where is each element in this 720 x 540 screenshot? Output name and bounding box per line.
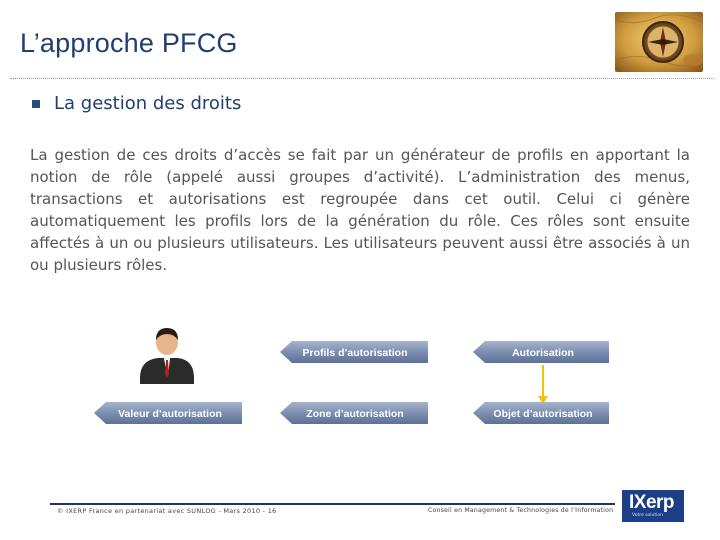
footer-copyright: © IXERP France en partenariat avec SUNLOG - Mars 2010 - 16 [57, 507, 277, 515]
title-divider [10, 78, 714, 79]
objet-arrow [473, 402, 609, 424]
bullet-square-icon [32, 100, 40, 108]
valeur-arrow [94, 402, 242, 424]
autorisation-label: Autorisation [512, 347, 574, 359]
footer-tagline: Conseil en Management & Technologies de l’Information [428, 507, 614, 514]
objet-label: Objet d’autorisation [493, 408, 593, 420]
profils-arrow [280, 341, 428, 363]
user-icon [140, 328, 194, 384]
logo-text: IXerp [629, 492, 675, 513]
body-paragraph: La gestion de ces droits d’accès se fait par un générateur de profils en apportant la notion de rôle (appelé aussi groupes d’activité). L’administration des menus, transactions et autorisations est regroupée dans cet outil. Celui ci génère automatiquement les profils lors de la génération du rôle. Ces rôles sont ensuite affectés à un ou plusieurs utilisateurs. Les utilisateurs peuvent aussi être associés à un ou plusieurs rôles. [30, 146, 690, 274]
bullet-text: La gestion des droits [54, 93, 242, 114]
compass-photo [615, 12, 703, 72]
page-title: L’approche PFCG [20, 28, 238, 58]
ixerp-logo [622, 490, 684, 522]
logo-subtitle: Votre solution [632, 513, 664, 518]
footer-divider [50, 503, 615, 505]
profils-label: Profils d’autorisation [302, 347, 408, 359]
zone-arrow [280, 402, 428, 424]
zone-label: Zone d’autorisation [306, 408, 404, 420]
authorization-diagram [90, 320, 610, 440]
bullet-heading [32, 93, 241, 114]
valeur-label: Valeur d’autorisation [118, 408, 222, 420]
autorisation-arrow [473, 341, 609, 363]
connector-arrow [538, 365, 548, 404]
